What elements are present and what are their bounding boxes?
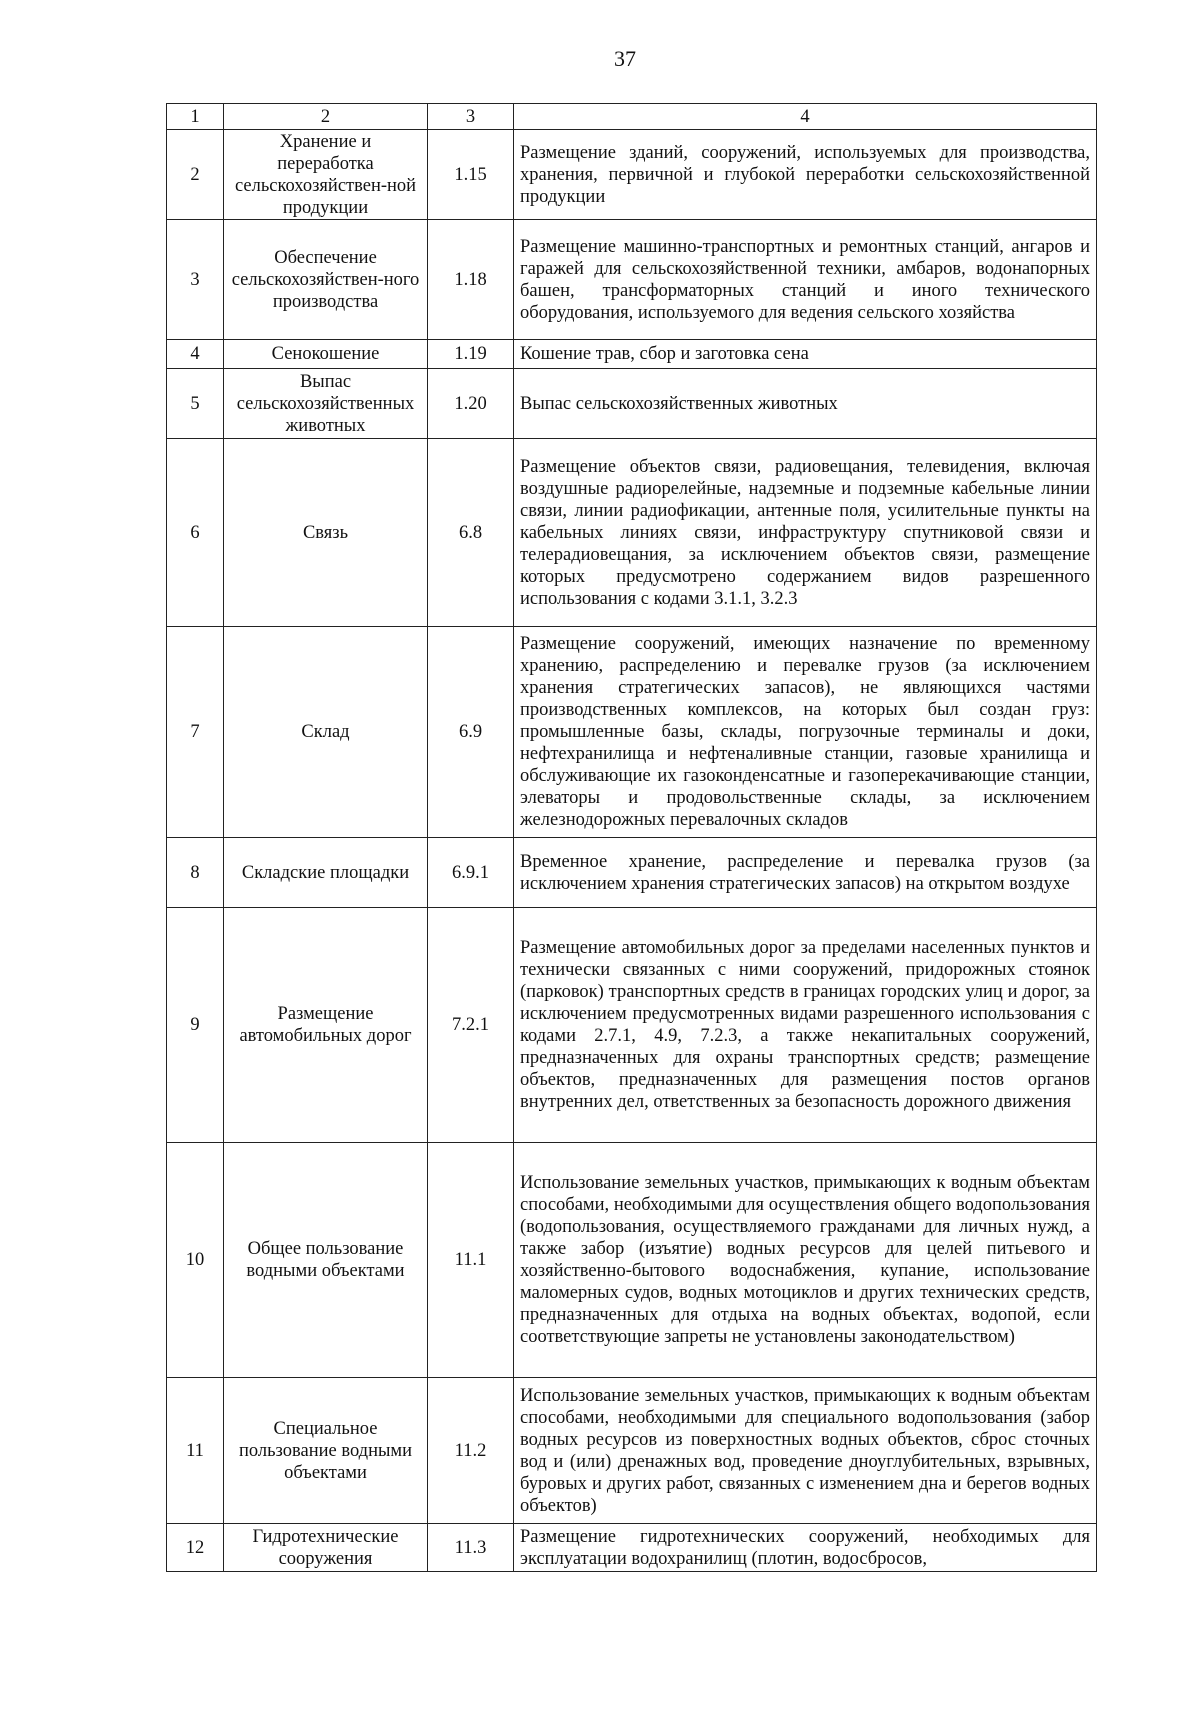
use-type-code: 11.1 [428,1143,514,1378]
use-type-code: 6.9.1 [428,838,514,908]
use-type-description: Размещение гидротехнических сооружений, необходимых для эксплуатации водохранилищ (плотин, водосбросов, [514,1524,1097,1572]
table-row [167,130,1097,220]
use-type-code: 7.2.1 [428,908,514,1143]
table-row [167,1524,1097,1572]
page-number: 37 [614,46,636,71]
row-number: 12 [167,1524,224,1572]
row-number: 8 [167,838,224,908]
row-number: 11 [167,1378,224,1524]
use-type-name: Обеспечение сельскохозяйствен-ного производства [224,220,428,340]
header-col-1: 1 [167,104,224,130]
land-use-table [166,103,1097,1572]
table-row [167,1378,1097,1524]
use-type-description: Временное хранение, распределение и перевалка грузов (за исключением хранения стратегических запасов) на открытом воздухе [514,838,1097,908]
table-row [167,908,1097,1143]
use-type-code: 1.18 [428,220,514,340]
use-type-name: Хранение и переработка сельскохозяйствен-ной продукции [224,130,428,220]
row-number: 2 [167,130,224,220]
use-type-code: 6.9 [428,627,514,838]
use-type-name: Гидротехнические сооружения [224,1524,428,1572]
table-row [167,1143,1097,1378]
row-number: 5 [167,369,224,439]
use-type-description: Размещение объектов связи, радиовещания, телевидения, включая воздушные радиорелейные, надземные и подземные кабельные линии связи, линии радиофикации, антенные поля, усилительные пункты на кабельных линиях связи, инфраструктуру спутниковой связи и телерадиовещания, за исключением объектов связи, размещение которых предусмотрено содержанием видов разрешенного использования с кодами 3.1.1, 3.2.3 [514,439,1097,627]
use-type-name: Склад [224,627,428,838]
use-type-code: 11.2 [428,1378,514,1524]
use-type-description: Выпас сельскохозяйственных животных [514,369,1097,439]
use-type-description: Кошение трав, сбор и заготовка сена [514,340,1097,369]
use-type-description: Использование земельных участков, примыкающих к водным объектам способами, необходимыми для специального водопользования (забор водных ресурсов из поверхностных водных объектов, сброс сточных вод и (или) дренажных вод, проведение дноуглубительных, взрывных, буровых и других работ, связанных с изменением дна и берегов водных объектов) [514,1378,1097,1524]
use-type-description: Использование земельных участков, примыкающих к водным объектам способами, необходимыми для осуществления общего водопользования (водопользования, осуществляемого гражданами для личных нужд, а также забор (изъятие) водных ресурсов для целей питьевого и хозяйственно-бытового водоснабжения, купание, использование маломерных судов, водных мотоциклов и других технических средств, предназначенных для отдыха на водных объектах, водопой, если соответствующие запреты не установлены законодательством) [514,1143,1097,1378]
header-col-2: 2 [224,104,428,130]
table-row [167,340,1097,369]
use-type-code: 1.19 [428,340,514,369]
use-type-description: Размещение машинно-транспортных и ремонтных станций, ангаров и гаражей для сельскохозяйственной техники, амбаров, водонапорных башен, трансформаторных станций и иного технического оборудования, используемого для ведения сельского хозяйства [514,220,1097,340]
use-type-name: Складские площадки [224,838,428,908]
use-type-code: 11.3 [428,1524,514,1572]
table-row [167,369,1097,439]
use-type-name: Размещение автомобильных дорог [224,908,428,1143]
use-type-name: Общее пользование водными объектами [224,1143,428,1378]
table-row [167,627,1097,838]
table-row [167,220,1097,340]
row-number: 7 [167,627,224,838]
use-type-code: 1.20 [428,369,514,439]
use-type-code: 6.8 [428,439,514,627]
header-col-3: 3 [428,104,514,130]
use-type-code: 1.15 [428,130,514,220]
use-type-name: Выпас сельскохозяйственных животных [224,369,428,439]
row-number: 9 [167,908,224,1143]
use-type-description: Размещение автомобильных дорог за пределами населенных пунктов и технически связанных с ними сооружений, придорожных стоянок (парковок) транспортных средств в границах городских улиц и дорог, за исключением предусмотренных видами разрешенного использования с кодами 2.7.1, 4.9, 7.2.3, а также некапитальных сооружений, предназначенных для охраны транспортных средств; размещение объектов, предназначенных для размещения постов органов внутренних дел, ответственных за безопасность дорожного движения [514,908,1097,1143]
use-type-name: Сенокошение [224,340,428,369]
use-type-name: Специальное пользование водными объектами [224,1378,428,1524]
row-number: 4 [167,340,224,369]
row-number: 3 [167,220,224,340]
use-type-description: Размещение сооружений, имеющих назначение по временному хранению, распределению и перевалке грузов (за исключением хранения стратегических запасов), не являющихся частями производственных комплексов, на которых был создан груз: промышленные базы, склады, погрузочные терминалы и доки, нефтехранилища и нефтеналивные станции, газовые хранилища и обслуживающие их газоконденсатные и газоперекачивающие станции, элеваторы и продовольственные склады, за исключением железнодорожных перевалочных складов [514,627,1097,838]
row-number: 6 [167,439,224,627]
use-type-name: Связь [224,439,428,627]
table-header-row [167,104,1097,130]
header-col-4: 4 [514,104,1097,130]
row-number: 10 [167,1143,224,1378]
use-type-description: Размещение зданий, сооружений, используемых для производства, хранения, первичной и глубокой переработки сельскохозяйственной продукции [514,130,1097,220]
table-row [167,838,1097,908]
table-row [167,439,1097,627]
